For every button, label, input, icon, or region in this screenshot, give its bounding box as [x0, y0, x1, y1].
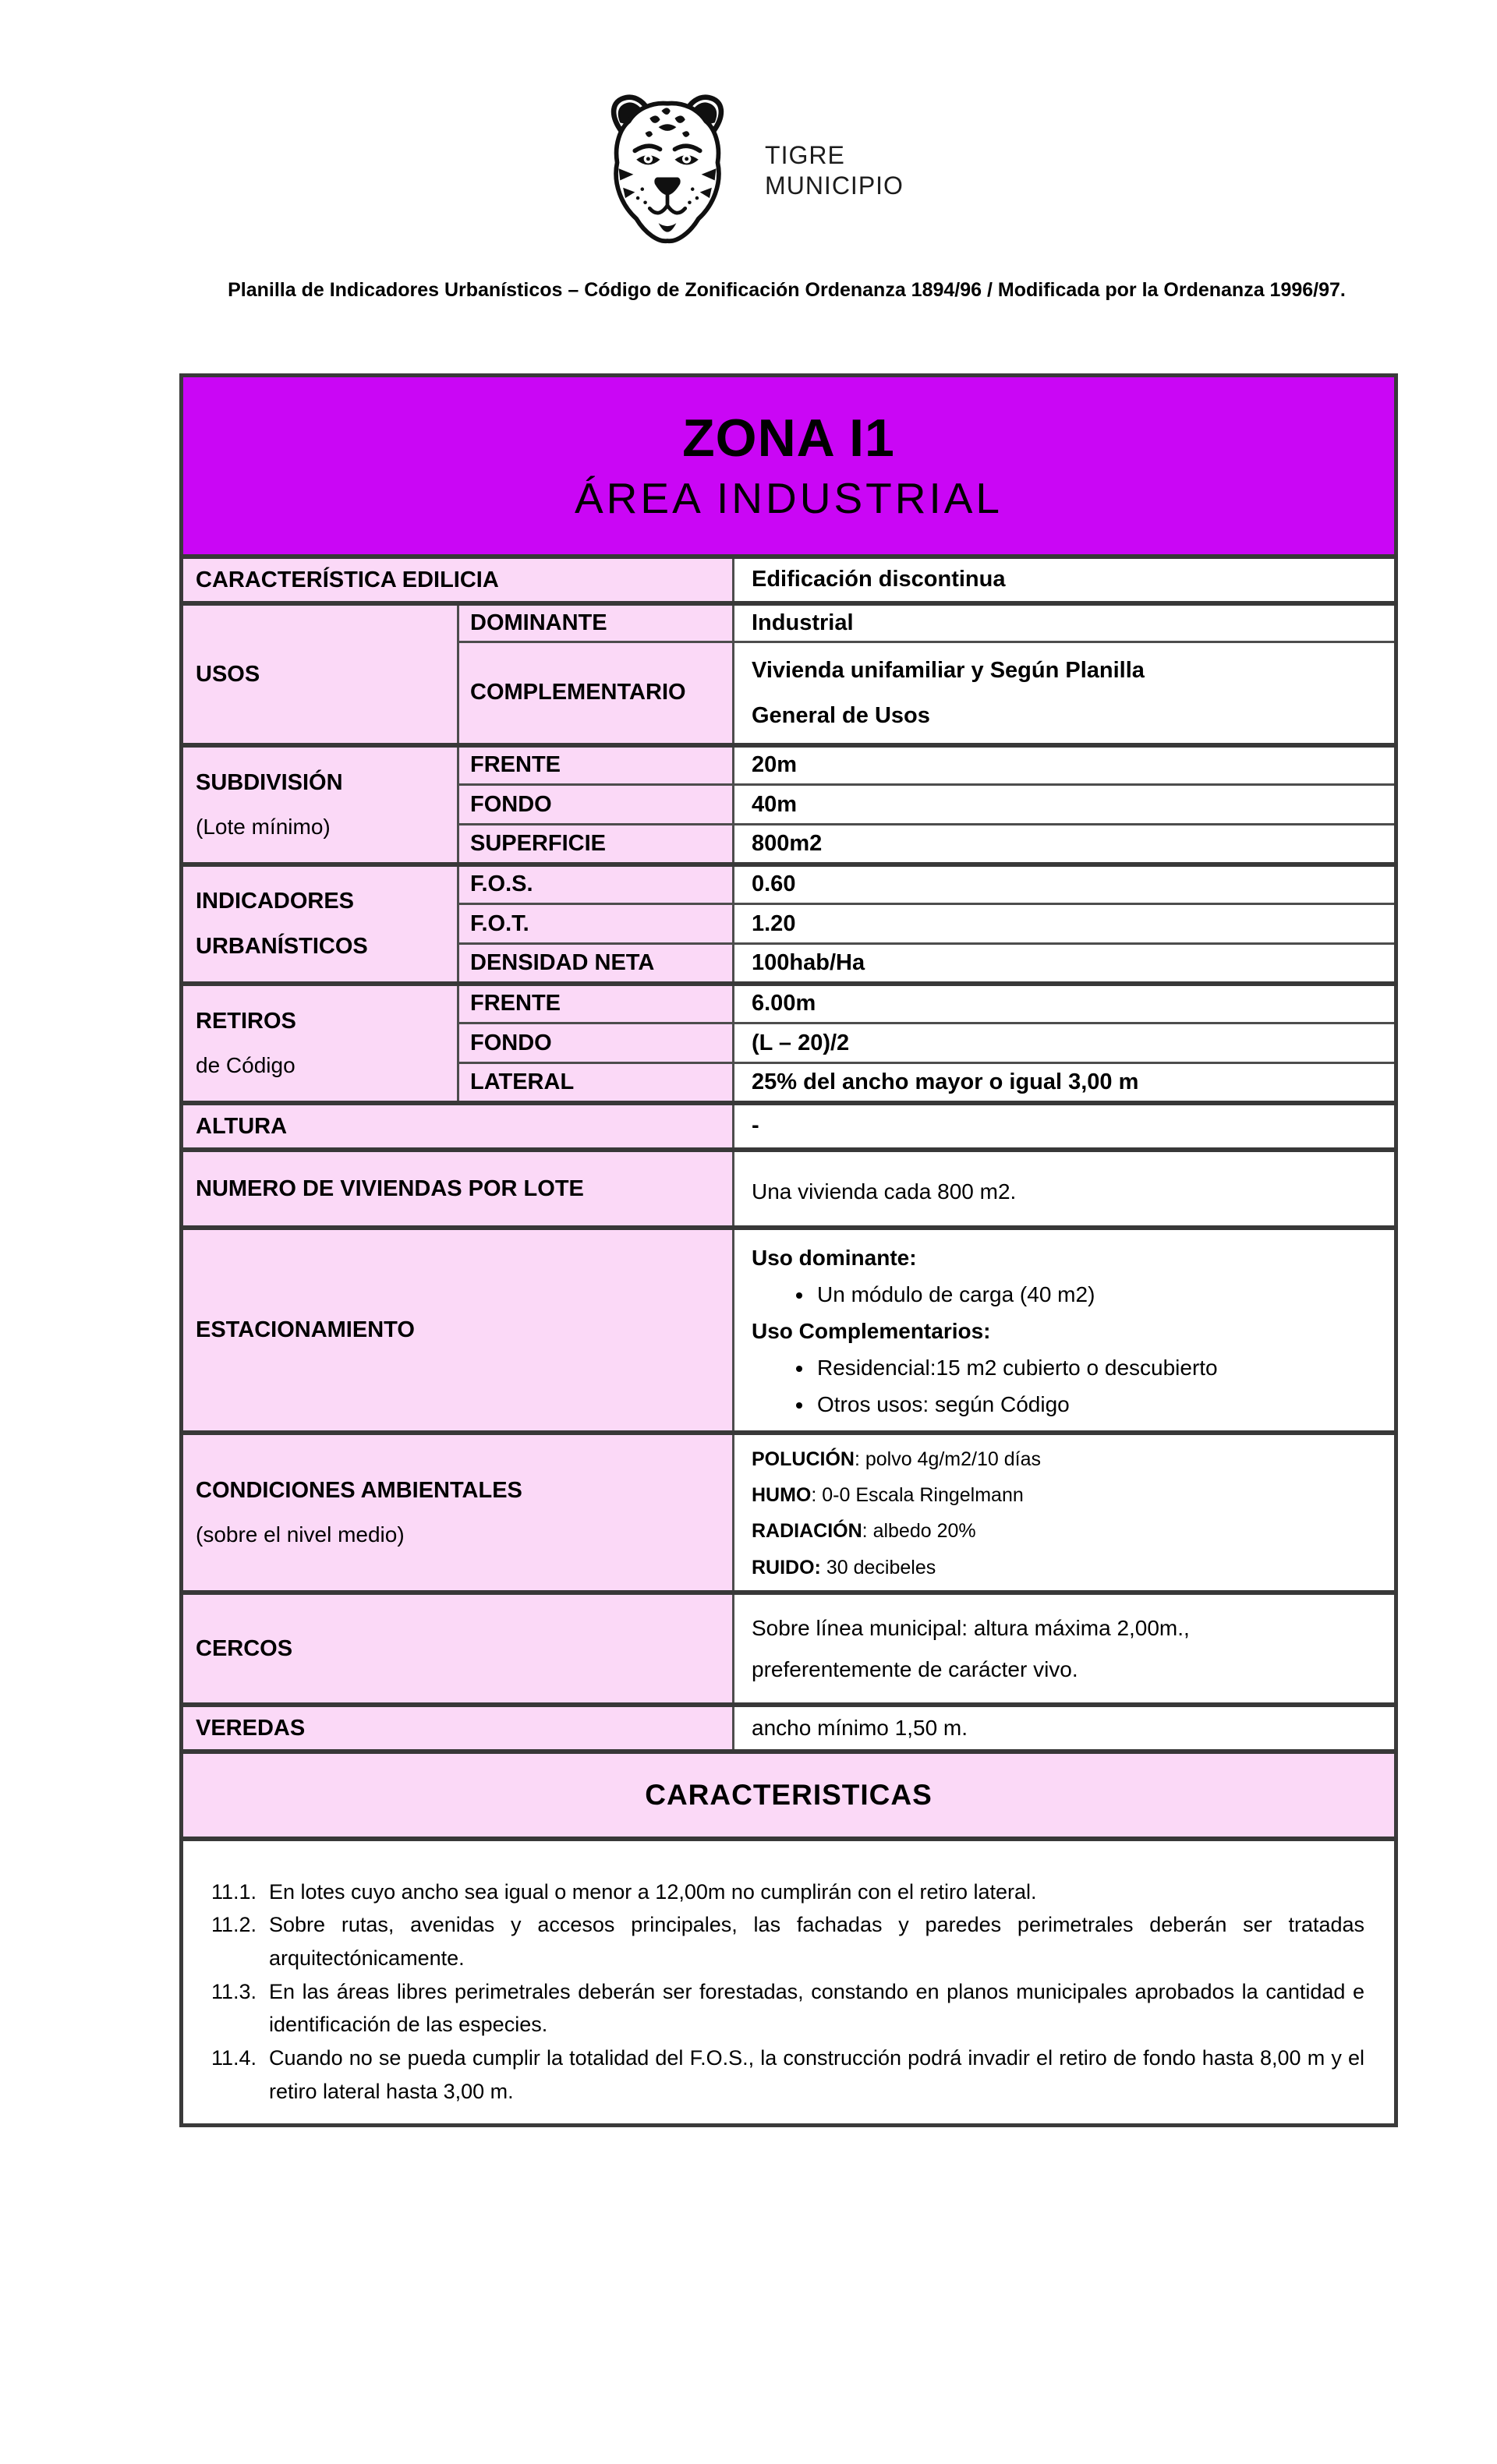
- row-viviendas: [182, 1150, 1396, 1228]
- row-cercos: [182, 1593, 1396, 1705]
- value-uso-complementario-text: Vivienda unifamiliar y Según Planilla General de Usos: [752, 657, 1145, 728]
- sublabel-complementario: COMPLEMENTARIO: [458, 642, 734, 745]
- value-retiro-lateral: 25% del ancho mayor o igual 3,00 m: [734, 1063, 1396, 1103]
- label-viviendas: NUMERO DE VIVIENDAS POR LOTE: [182, 1150, 734, 1228]
- value-caracteristica-edilicia: Edificación discontinua: [734, 557, 1396, 603]
- row-caracteristicas-banner: [182, 1752, 1396, 1839]
- label-indicadores: [182, 864, 458, 984]
- label-usos: USOS: [182, 603, 458, 745]
- caracteristicas-list: [182, 1839, 1396, 2126]
- condiciones-radiacion-key: RADIACIÓN: [752, 1520, 862, 1543]
- characteristic-number: 11.4.: [211, 2046, 257, 2070]
- sublabel-superficie: SUPERFICIE: [458, 825, 734, 864]
- row-condiciones: [182, 1433, 1396, 1593]
- tiger-logo-icon: [593, 86, 741, 256]
- zone-banner-row: [182, 376, 1396, 557]
- value-fos: 0.60: [734, 864, 1396, 904]
- characteristic-number: 11.3.: [211, 1979, 257, 2003]
- condiciones-polucion-value: : polvo 4g/m2/10 días: [854, 1448, 1041, 1470]
- value-frente: 20m: [734, 745, 1396, 785]
- org-name-line1: TIGRE: [765, 140, 845, 169]
- label-caracteristica-edilicia: CARACTERÍSTICA EDILICIA: [182, 557, 734, 603]
- zone-subtitle: ÁREA INDUSTRIAL: [575, 474, 1003, 523]
- value-fondo: 40m: [734, 785, 1396, 825]
- condiciones-humo-key: HUMO: [752, 1484, 812, 1506]
- value-altura: -: [734, 1103, 1396, 1150]
- value-condiciones: [734, 1433, 1396, 1593]
- characteristic-text: Cuando no se pueda cumplir la totalidad del F.O.S., la construcción podrá invadir el retiro de fondo hasta 8,00 m y el retiro lateral hasta 3,00 m.: [269, 2046, 1365, 2103]
- label-condiciones-note: (sobre el nivel medio): [196, 1522, 405, 1547]
- zone-banner: [182, 376, 1396, 557]
- sublabel-fot: F.O.T.: [458, 904, 734, 944]
- value-superficie: 800m2: [734, 825, 1396, 864]
- value-uso-dominante: Industrial: [734, 603, 1396, 642]
- estacionamiento-heading-dominante: Uso dominante:: [752, 1245, 917, 1270]
- value-viviendas: Una vivienda cada 800 m2.: [734, 1150, 1396, 1228]
- condiciones-humo-value: : 0-0 Escala Ringelmann: [811, 1484, 1024, 1506]
- caracteristicas-banner: [182, 1752, 1396, 1839]
- row-retiros-frente: [182, 984, 1396, 1023]
- row-usos-dominante: [182, 603, 1396, 642]
- row-subdivision-frente: [182, 745, 1396, 785]
- estacionamiento-list-complementarios: [752, 1349, 1383, 1423]
- label-subdivision: [182, 745, 458, 864]
- sublabel-retiro-fondo: FONDO: [458, 1023, 734, 1063]
- estacionamiento-list-dominante: [752, 1276, 1383, 1313]
- condiciones-humo: [752, 1477, 1383, 1513]
- value-veredas: ancho mínimo 1,50 m.: [734, 1705, 1396, 1752]
- label-retiros: [182, 984, 458, 1103]
- label-condiciones: [182, 1433, 734, 1593]
- row-altura: [182, 1103, 1396, 1150]
- org-name-line2: MUNICIPIO: [765, 171, 904, 200]
- characteristic-text: En las áreas libres perimetrales deberán ser forestadas, constando en planos municipales aprobados la cantidad e identificación de las especies.: [269, 1979, 1365, 2037]
- characteristic-item: [211, 1875, 1364, 1909]
- org-name: [765, 140, 904, 201]
- condiciones-radiacion-value: : albedo 20%: [862, 1520, 976, 1543]
- condiciones-polucion: [752, 1441, 1383, 1477]
- condiciones-ruido-value: 30 decibeles: [820, 1556, 936, 1578]
- row-caracteristica-edilicia: [182, 557, 1396, 603]
- value-retiro-fondo: (L – 20)/2: [734, 1023, 1396, 1063]
- label-altura: ALTURA: [182, 1103, 734, 1150]
- value-fot: 1.20: [734, 904, 1396, 944]
- value-retiro-frente: 6.00m: [734, 984, 1396, 1023]
- characteristic-text: En lotes cuyo ancho sea igual o menor a 12,00m no cumplirán con el retiro lateral.: [269, 1879, 1037, 1904]
- label-retiros-note: de Código: [196, 1052, 296, 1077]
- estacionamiento-bullet-residencial: • Residencial:15 m2 cubierto o descubierto: [814, 1349, 1383, 1386]
- characteristic-text: Sobre rutas, avenidas y accesos principales, las fachadas y paredes perimetrales deberán ser tratadas arquitectónicamente.: [269, 1913, 1365, 1971]
- caracteristicas-title: CARACTERISTICAS: [645, 1778, 933, 1811]
- sublabel-frente: FRENTE: [458, 745, 734, 785]
- document-subtitle: Planilla de Indicadores Urbanísticos – Código de Zonificación Ordenanza 1894/96 / Modificada por la Ordenanza 1996/97.: [228, 279, 1346, 301]
- sublabel-densidad-neta: DENSIDAD NETA: [458, 944, 734, 984]
- row-veredas: [182, 1705, 1396, 1752]
- value-estacionamiento: [734, 1228, 1396, 1433]
- sublabel-retiro-frente: FRENTE: [458, 984, 734, 1023]
- label-subdivision-main: SUBDIVISIÓN: [196, 769, 343, 795]
- label-veredas: VEREDAS: [182, 1705, 734, 1752]
- row-caracteristicas-list: [182, 1839, 1396, 2126]
- estacionamiento-heading-complementarios: Uso Complementarios:: [752, 1318, 991, 1343]
- condiciones-radiacion: [752, 1513, 1383, 1549]
- label-condiciones-main: CONDICIONES AMBIENTALES: [196, 1477, 522, 1503]
- condiciones-ruido: [752, 1550, 1383, 1586]
- label-subdivision-note: (Lote mínimo): [196, 814, 331, 839]
- condiciones-ruido-key: RUIDO:: [752, 1556, 821, 1578]
- zone-title: ZONA I1: [682, 408, 895, 468]
- characteristic-item: [211, 1975, 1364, 2042]
- value-cercos-text: Sobre línea municipal: altura máxima 2,00m., preferentemente de carácter vivo.: [752, 1615, 1190, 1681]
- sublabel-dominante: DOMINANTE: [458, 603, 734, 642]
- label-retiros-main: RETIROS: [196, 1008, 296, 1034]
- row-estacionamiento: [182, 1228, 1396, 1433]
- label-estacionamiento: ESTACIONAMIENTO: [182, 1228, 734, 1433]
- municipal-logo: [0, 0, 1497, 256]
- estacionamiento-bullet-otros: • Otros usos: según Código: [814, 1386, 1383, 1423]
- row-indicadores-fos: [182, 864, 1396, 904]
- sublabel-fos: F.O.S.: [458, 864, 734, 904]
- sublabel-retiro-lateral: LATERAL: [458, 1063, 734, 1103]
- characteristic-number: 11.2.: [211, 1913, 257, 1937]
- value-uso-complementario: [734, 642, 1396, 745]
- estacionamiento-bullet-modulo: • Un módulo de carga (40 m2): [814, 1276, 1383, 1313]
- characteristic-number: 11.1.: [211, 1879, 257, 1904]
- label-indicadores-main: INDICADORES URBANÍSTICOS: [196, 889, 368, 960]
- zoning-table: [179, 373, 1398, 2127]
- value-densidad-neta: 100hab/Ha: [734, 944, 1396, 984]
- characteristic-item: [211, 2042, 1364, 2108]
- characteristic-item: [211, 1908, 1364, 1974]
- condiciones-polucion-key: POLUCIÓN: [752, 1448, 855, 1470]
- sublabel-fondo: FONDO: [458, 785, 734, 825]
- value-cercos: [734, 1593, 1396, 1705]
- label-cercos: CERCOS: [182, 1593, 734, 1705]
